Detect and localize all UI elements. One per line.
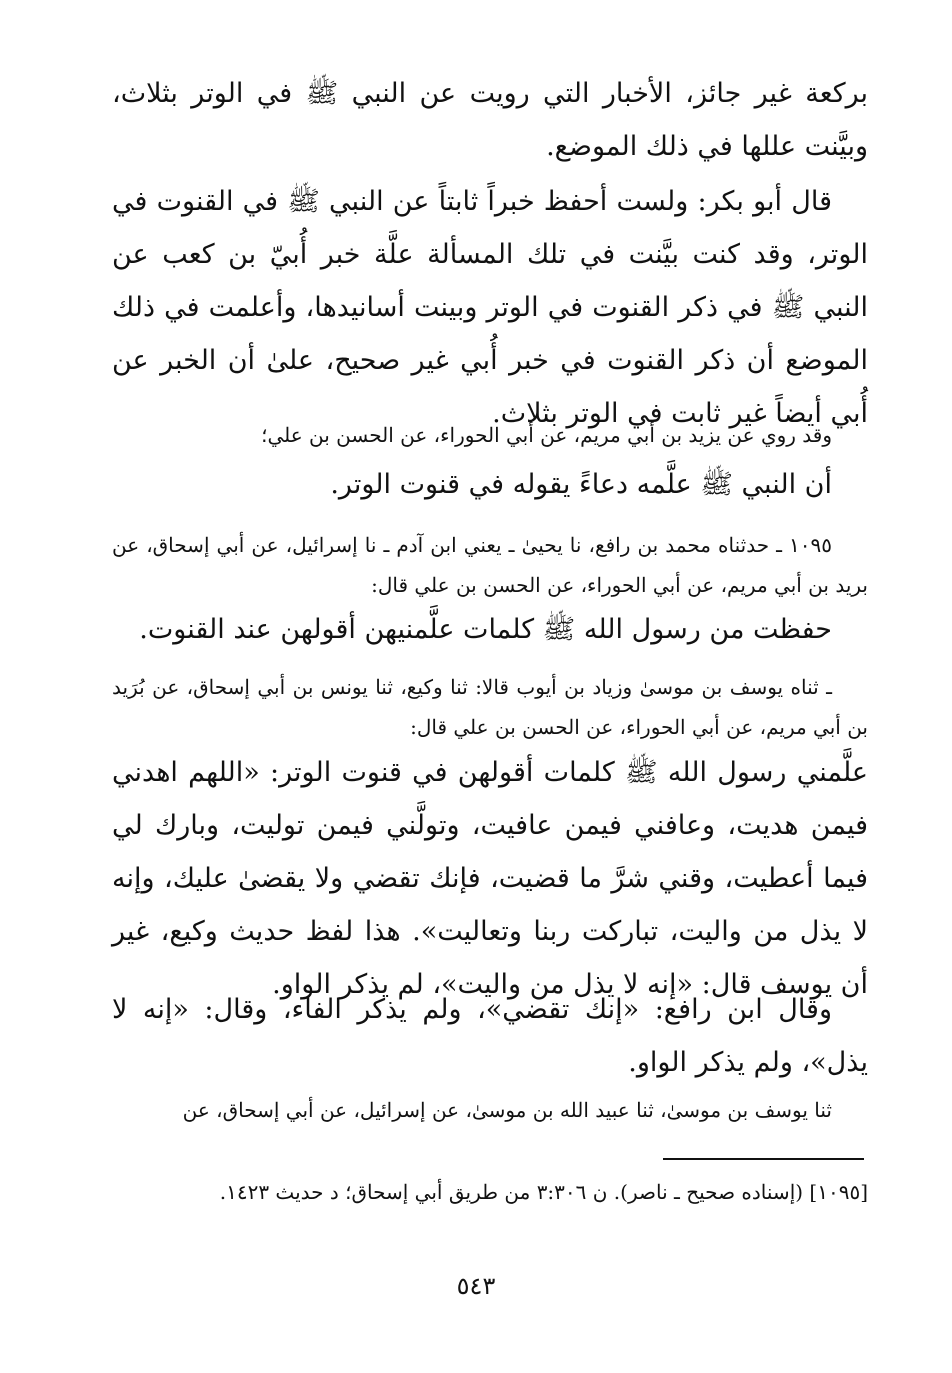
paragraph-abu-bakr-remark: قال أبو بكر: ولست أحفظ خبراً ثابتاً عن النبي ﷺ في القنوت في الوتر، وقد كنت بيَّنت في تلك المسألة علَّة خبر أُبيّ بن كعب عن النبي ﷺ في ذكر القنوت في الوتر وبينت أسانيدها، وأعلمت في ذلك الموضع أن ذكر القنوت في خبر أُبي غير صحيح، علىٰ أن الخبر عن أُبي أيضاً غير ثابت في الوتر بثلاث. [112,186,868,429]
footnote-1095: [١٠٩٥] (إسناده صحيح ـ ناصر). ن ٣:٣٠٦ من طريق أبي إسحاق؛ د حديث ١٤٢٣. [219,1180,868,1204]
footnote-separator [663,1158,864,1160]
paragraph-narration-intro: وقد روي عن يزيد بن أبي مريم، عن أبي الحوراء، عن الحسن بن علي؛ [261,423,832,447]
qunut-dua-text: علَّمني رسول الله ﷺ كلمات أقولهن في قنوت الوتر: «اللهم اهدني فيمن هديت، وعافني فيمن عافيت، وتولَّني فيمن توليت، وبارك لي فيما أعطيت، وقني شرَّ ما قضيت، فإنك تقضي ولا يقضىٰ عليك، وإنه لا يذل من واليت، تباركت ربنا وتعاليت». هذا لفظ حديث وكيع، غير أن يوسف قال: «إنه لا يذل من واليت»، لم يذكر الواو. [112,757,868,1000]
third-isnad: ثنا يوسف بن موسىٰ، ثنا عبيد الله بن موسىٰ، عن إسرائيل، عن أبي إسحاق، عن [182,1098,832,1122]
paragraph-vitr-witnesses: بركعة غير جائز، الأخبار التي رويت عن النبي ﷺ في الوتر بثلاث، وبيَّنت عللها في ذلك الموضع. [112,78,868,162]
page-number: ٥٤٣ [456,1272,496,1300]
ibn-rafi-variant: وقال ابن رافع: «إنك تقضي»، ولم يذكر الفاء، وقال: «إنه لا يذل»، ولم يذكر الواو. [112,994,868,1078]
second-isnad: ـ ثناه يوسف بن موسىٰ وزياد بن أيوب قالا: ثنا وكيع، ثنا يونس بن أبي إسحاق، عن بُرَيد بن أبي مريم، عن أبي الحوراء، عن الحسن بن علي قال: [112,675,868,739]
paragraph-prophet-dua: أن النبي ﷺ علَّمه دعاءً يقوله في قنوت الوتر. [330,469,832,500]
hadith-1095-isnad: ١٠٩٥ ـ حدثناه محمد بن رافع، نا يحيىٰ ـ يعني ابن آدم ـ نا إسرائيل، عن أبي إسحاق، عن بريد بن أبي مريم، عن أبي الحوراء، عن الحسن بن علي قال: [112,533,868,597]
hadith-1095-matn: حفظت من رسول الله ﷺ كلمات علَّمنيهن أقولهن عند القنوت. [139,614,832,645]
